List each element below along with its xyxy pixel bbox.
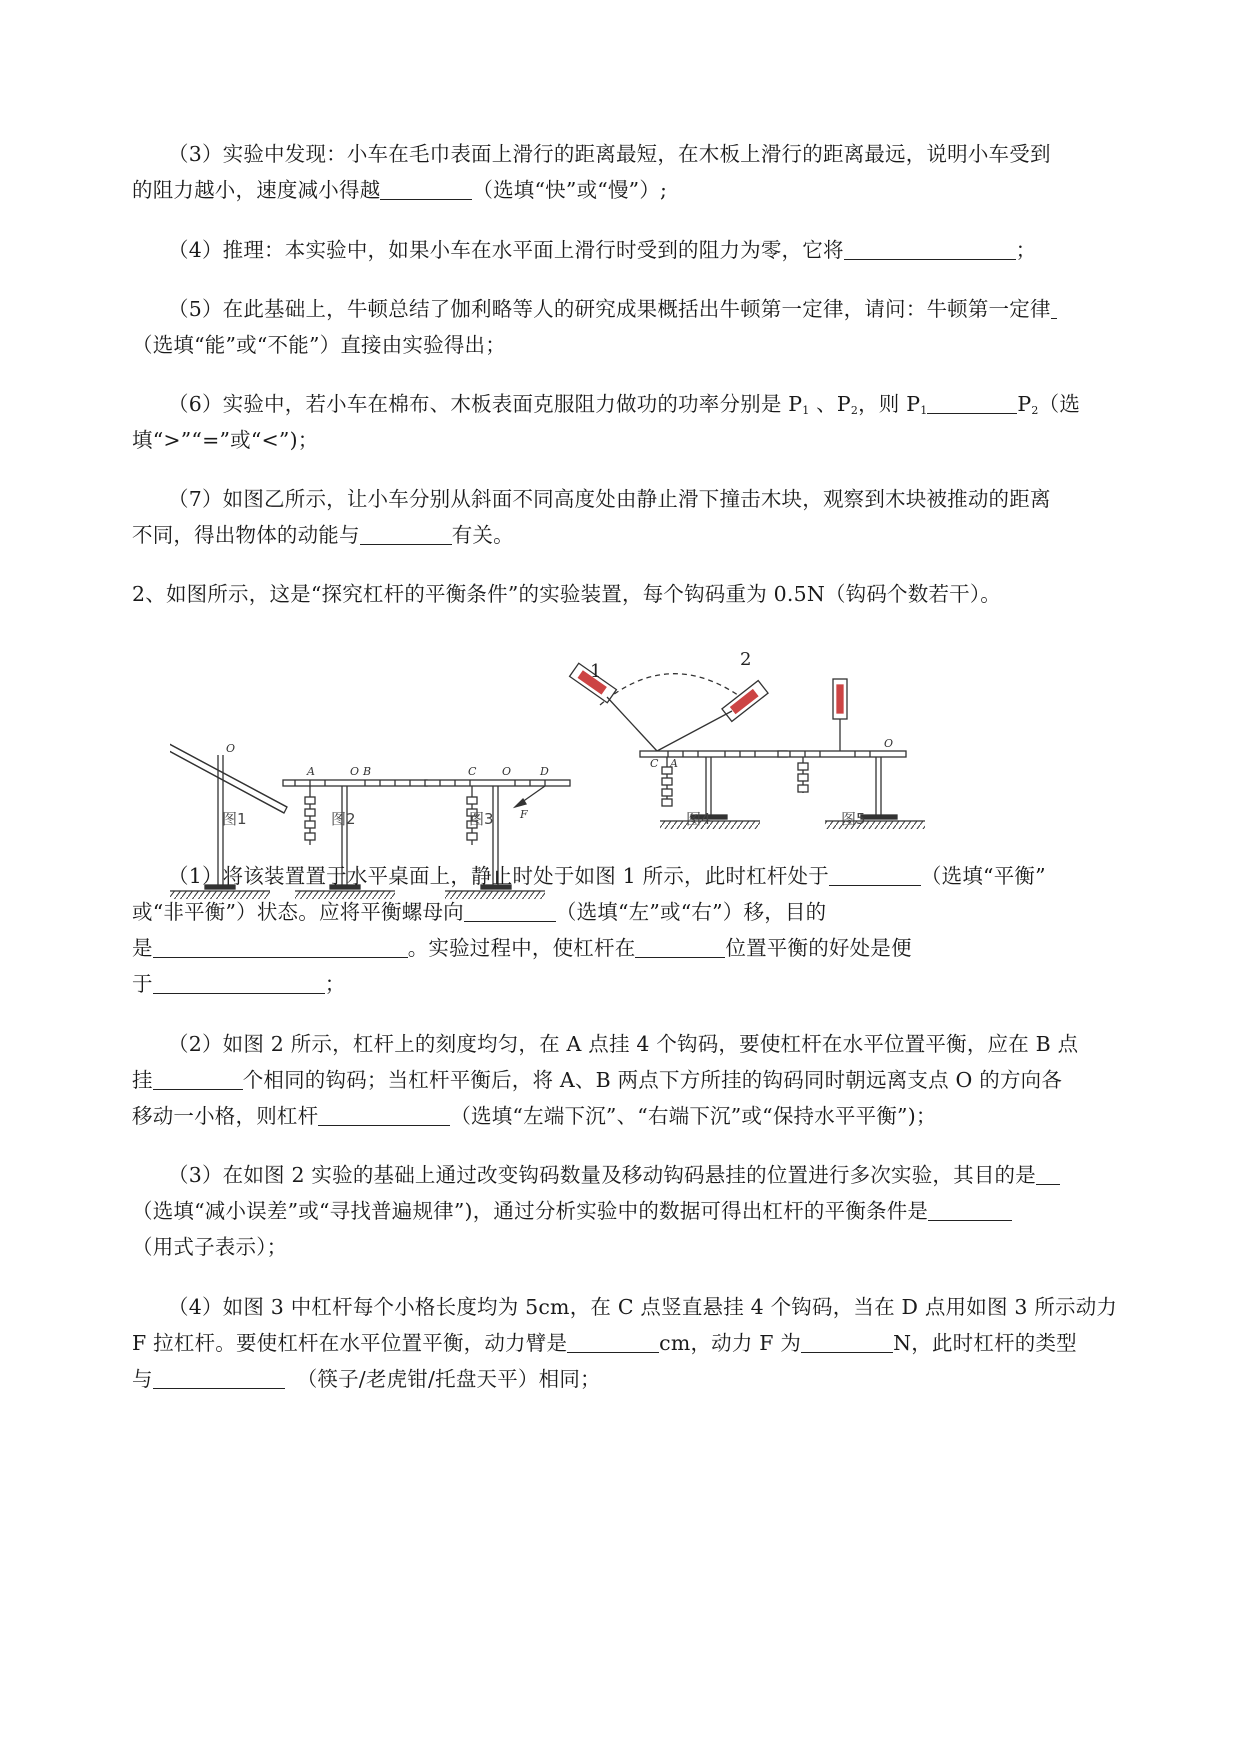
q1-p6-line1 [168,389,1080,426]
subscript: 2 [1031,404,1039,417]
point-label-c: C [468,765,477,778]
position-label-1: 1 [590,661,602,682]
answer-blank[interactable] [844,237,1016,260]
figure-caption-3: 图3 [469,810,494,828]
answer-blank[interactable] [380,177,472,200]
q1-p4-text-b: ； [1015,238,1037,262]
subscript: 2 [850,404,859,417]
q1-p7-text-a: 不同，得出物体的动能与 [132,523,360,547]
answer-blank[interactable] [153,935,408,958]
q2-p4-text-a: F 拉杠杆。要使杠杆在水平位置平衡，动力臂是 [132,1331,568,1355]
q1-p7-line2 [132,520,514,550]
q2-p1-line4 [132,969,345,999]
answer-blank[interactable] [1051,296,1057,319]
q2-p1-text-d: （选填“左”或“右”）移，目的 [555,900,827,924]
q2-p3-text-b: （选填“减小误差”或“寻找普遍规律”)，通过分析实验中的数据可得出杠杆的平衡条件是 [132,1199,929,1223]
q2-p1-line1 [168,861,1046,891]
q2-p1-text-e: 是 [132,936,153,960]
figure-caption-1: 图1 [222,810,247,828]
q2-p4-text-c: N，此时杠杆的类型 [893,1331,1077,1355]
q2-p2-text-b: 个相同的钩码；当杠杆平衡后，将 A、B 两点下方所挂的钩码同时朝远离支点 O 的方向各 [242,1068,1063,1092]
q2-p2-line1: （2）如图 2 所示，杠杆上的刻度均匀，在 A 点挂 4 个钩码，要使杠杆在水平位置平衡，应在 B 点 [168,1032,1079,1056]
point-label-a: A [307,765,315,778]
q2-intro: 2、如图所示，这是“探究杠杆的平衡条件”的实验装置，每个钩码重为 0.5N（钩码个数若干）。 [132,582,1002,606]
q1-p5-text-a: （5）在此基础上，牛顿总结了伽利略等人的研究成果概括出牛顿第一定律，请问：牛顿第一定律 [168,297,1051,321]
q2-p2-line3 [132,1101,937,1131]
answer-blank[interactable] [927,391,1017,414]
q2-p3-line2 [132,1196,1012,1226]
q2-p2-text-a: 挂 [132,1068,153,1092]
q1-p6-text-b: 、P [809,392,851,416]
q2-p3-line3: （用式子表示）； [132,1235,288,1259]
answer-blank[interactable] [567,1330,659,1353]
q2-p1-text-a: （1）将该装置置于水平桌面上，静止时处于如图 1 所示，此时杠杆处于 [168,864,829,888]
q1-p3-line1: （3）实验中发现：小车在毛巾表面上滑行的距离最短，在木板上滑行的距离最远，说明小车受到 [168,142,1051,166]
point-label-d: D [540,765,549,778]
answer-blank[interactable] [360,522,452,545]
q2-p4-line3 [132,1364,601,1394]
q1-p4-line [168,235,1036,265]
answer-blank[interactable] [153,1366,285,1389]
answer-blank[interactable] [153,971,325,994]
q2-p1-line2 [132,897,826,927]
q1-p5-line2: （选填“能”或“不能”）直接由实验得出； [132,333,506,357]
point-label-b: B [363,765,372,778]
q2-p1-line3 [132,933,912,963]
q1-p5-line1 [168,294,1057,324]
answer-blank[interactable] [635,935,725,958]
q2-p2-text-d: （选填“左端下沉”、“右端下沉”或“保持水平平衡”)； [450,1104,937,1128]
answer-blank[interactable] [318,1103,450,1126]
answer-blank[interactable] [1036,1162,1060,1185]
q2-p1-text-c: 或“非平衡”）状态。应将平衡螺母向 [132,900,464,924]
q2-p4-line2 [132,1328,1077,1358]
q2-p1-text-b: （选填“平衡” [920,864,1046,888]
answer-blank[interactable] [928,1198,1012,1221]
q2-p4-text-d: 与 [132,1367,153,1391]
q2-p4-text-e: （筷子/老虎钳/托盘天平）相同； [296,1367,601,1391]
subscript: 1 [920,404,928,417]
point-label-c: C [650,757,659,770]
answer-blank[interactable] [464,899,556,922]
figure-caption-4: 图4 [686,810,711,828]
q1-p6-text-c: ，则 P [858,392,921,416]
q1-p3-text-b: （选填“快”或“慢”）; [472,178,668,202]
answer-blank[interactable] [829,863,921,886]
q2-p4-text-b: cm，动力 F 为 [659,1331,802,1355]
point-label-o: O [350,765,360,778]
q1-p6-text-e: （选 [1038,392,1081,416]
q1-p6-text-d: P [1017,392,1032,416]
q2-p3-line1 [168,1160,1060,1190]
point-label-o: O [884,737,894,750]
subscript: 1 [802,404,810,417]
point-label-o: O [226,742,236,755]
figure-caption-5: 图5 [841,810,866,828]
q2-p3-text-a: （3）在如图 2 实验的基础上通过改变钩码数量及移动钩码悬挂的位置进行多次实验，其目的是 [168,1163,1036,1187]
q1-p4-text-a: （4）推理：本实验中，如果小车在水平面上滑行时受到的阻力为零，它将 [168,238,844,262]
q1-p7-line1: （7）如图乙所示，让小车分别从斜面不同高度处由静止滑下撞击木块，观察到木块被推动的距离 [168,487,1051,511]
q1-p3-text-a: 的阻力越小，速度减小得越 [132,178,381,202]
q2-p1-text-g: 位置平衡的好处是便 [725,936,912,960]
q2-p4-line1: （4）如图 3 中杠杆每个小格长度均为 5cm，在 C 点竖直悬挂 4 个钩码，当在 D 点用如图 3 所示动力 [168,1295,1118,1319]
figure-5-vertical-spring-scale [778,679,925,829]
lever-figures [170,640,1020,850]
q1-p6-text-a: （6）实验中，若小车在棉布、木板表面克服阻力做功的功率分别是 P [168,392,803,416]
figure-4-spring-scale-positions [570,663,787,829]
q1-p7-text-b: 有关。 [451,523,514,547]
q2-p1-text-f: 。实验过程中，使杠杆在 [407,936,636,960]
point-label-o: O [502,765,512,778]
q2-p2-line2 [132,1065,1062,1095]
q1-p3-line2 [132,175,667,205]
answer-blank[interactable] [153,1067,243,1090]
q2-p1-text-h: 于 [132,972,153,996]
point-label-f: F [520,808,528,821]
q2-p1-text-i: ； [324,972,346,996]
answer-blank[interactable] [801,1330,893,1353]
q1-p6-line2: 填“>”“=”或“<”)； [132,428,319,452]
figure-caption-2: 图2 [331,810,356,828]
point-label-a: A [670,757,678,770]
q2-p2-text-c: 移动一小格，则杠杆 [132,1104,319,1128]
position-label-2: 2 [740,649,752,670]
